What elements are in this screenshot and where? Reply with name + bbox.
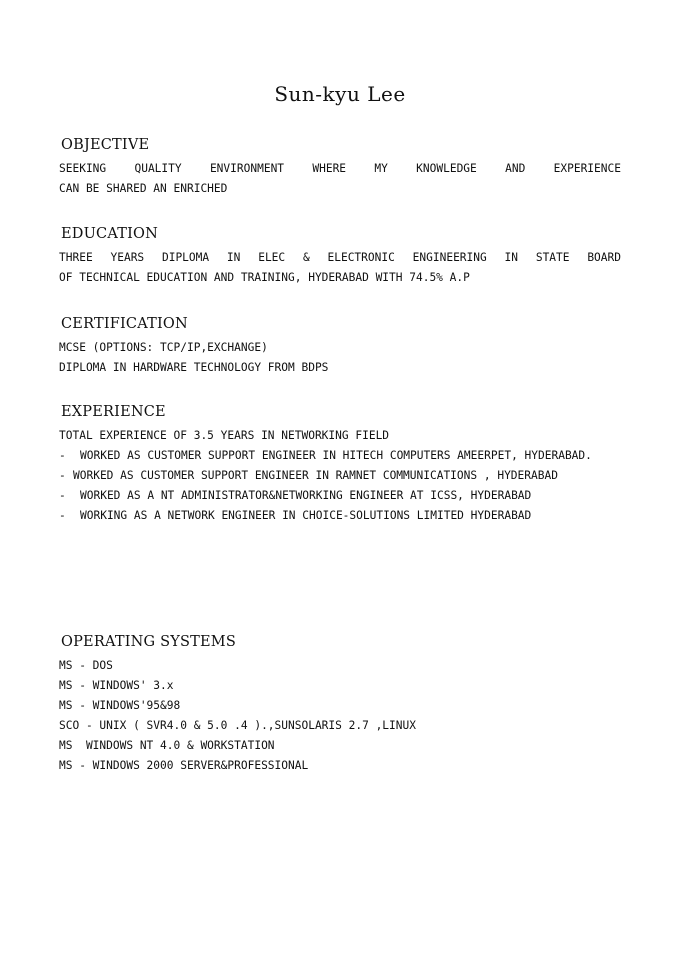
certification-section	[59, 316, 621, 378]
os-line: MS - DOS	[59, 659, 113, 672]
os-line: MS - WINDOWS'95&98	[59, 699, 181, 712]
experience-section	[59, 404, 621, 526]
bullet-dash: -	[59, 449, 66, 462]
certification-line-2: DIPLOMA IN HARDWARE TECHNOLOGY FROM BDPS	[59, 361, 329, 374]
experience-item	[59, 446, 621, 466]
bullet-dash: -	[59, 509, 66, 522]
experience-item-text: WORKED AS A NT ADMINISTRATOR&NETWORKING ENGINEER AT ICSS, HYDERABAD	[80, 489, 532, 502]
objective-line-1: SEEKING QUALITY ENVIRONMENT WHERE MY KNOWLEDGE AND EXPERIENCE	[59, 162, 621, 175]
education-section	[59, 226, 621, 288]
bullet-dash: -	[59, 469, 66, 482]
experience-summary: TOTAL EXPERIENCE OF 3.5 YEARS IN NETWORKING FIELD	[59, 429, 390, 442]
experience-item-text: WORKING AS A NETWORK ENGINEER IN CHOICE-SOLUTIONS LIMITED HYDERABAD	[80, 509, 532, 522]
objective-line-2: CAN BE SHARED AN ENRICHED	[59, 182, 228, 195]
objective-heading: OBJECTIVE	[61, 137, 150, 153]
os-line: MS - WINDOWS 2000 SERVER&PROFESSIONAL	[59, 759, 309, 772]
os-line: MS - WINDOWS' 3.x	[59, 679, 174, 692]
experience-item-text: WORKED AS CUSTOMER SUPPORT ENGINEER IN HITECH COMPUTERS AMEERPET, HYDERABAD.	[80, 449, 592, 462]
education-line-1: THREE YEARS DIPLOMA IN ELEC & ELECTRONIC ENGINEERING IN STATE BOARD	[59, 251, 621, 264]
bullet-dash: -	[59, 489, 66, 502]
objective-section	[59, 137, 621, 199]
education-heading: EDUCATION	[61, 226, 158, 242]
os-line: SCO - UNIX ( SVR4.0 & 5.0 .4 ).,SUNSOLARIS 2.7 ,LINUX	[59, 719, 416, 732]
os-line: MS WINDOWS NT 4.0 & WORKSTATION	[59, 739, 275, 752]
candidate-name: Sun-kyu Lee	[274, 82, 406, 106]
experience-item	[59, 466, 621, 486]
experience-heading: EXPERIENCE	[61, 404, 166, 420]
experience-item-text: WORKED AS CUSTOMER SUPPORT ENGINEER IN RAMNET COMMUNICATIONS , HYDERABAD	[73, 469, 558, 482]
operating-systems-heading: OPERATING SYSTEMS	[61, 634, 236, 650]
experience-item	[59, 486, 621, 506]
education-line-2: OF TECHNICAL EDUCATION AND TRAINING, HYDERABAD WITH 74.5% A.P	[59, 271, 470, 284]
certification-line-1: MCSE (OPTIONS: TCP/IP,EXCHANGE)	[59, 341, 268, 354]
certification-heading: CERTIFICATION	[61, 316, 188, 332]
operating-systems-section	[59, 634, 621, 776]
experience-item	[59, 506, 621, 526]
